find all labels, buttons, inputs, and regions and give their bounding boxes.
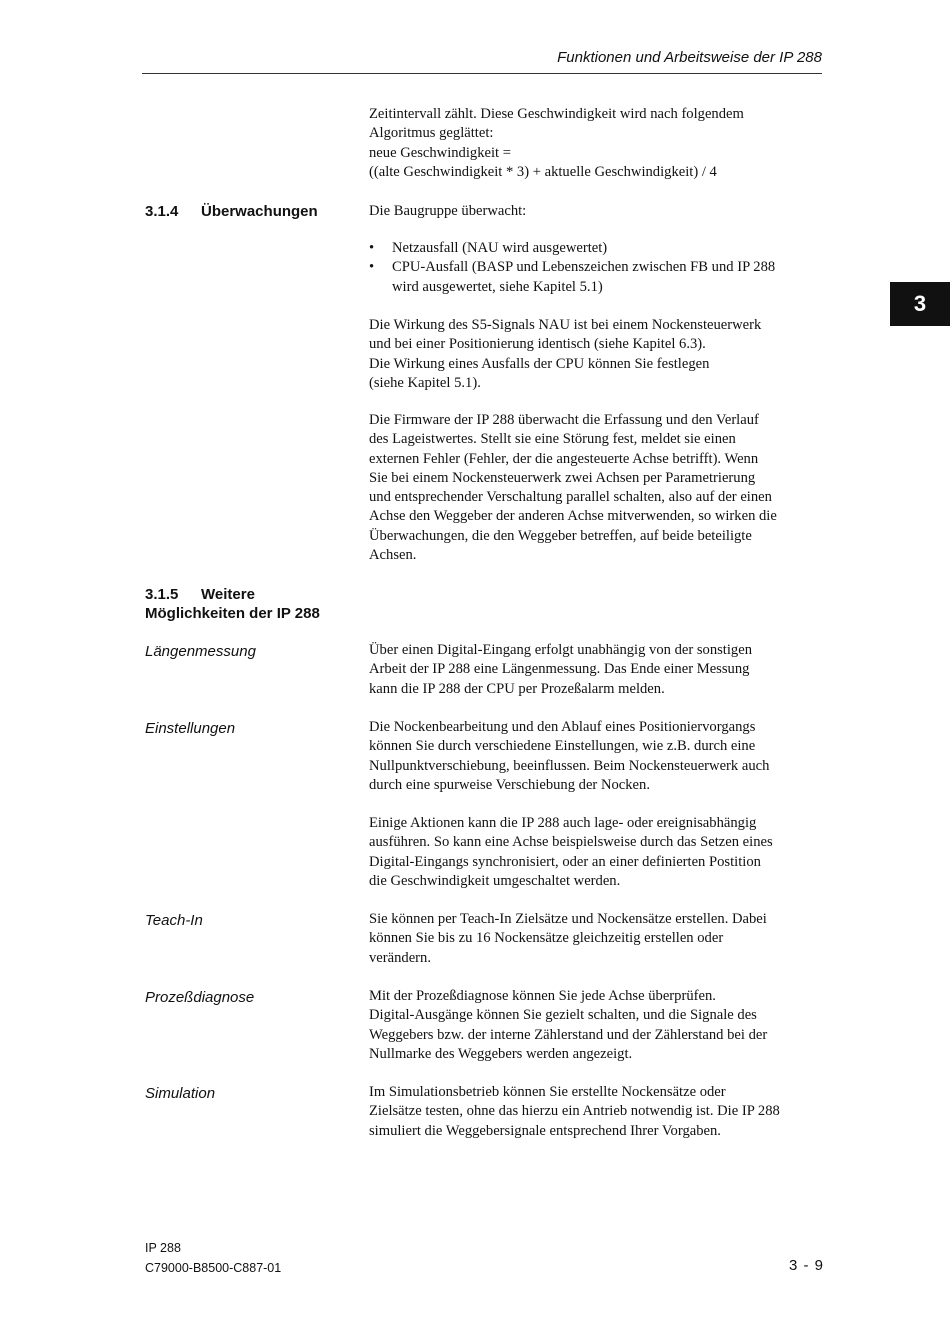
prozessdiagnose-paragraph	[369, 987, 824, 1064]
text-line: des Lageistwertes. Stellt sie eine Störung fest, meldet sie einen	[369, 431, 736, 448]
text-line: simuliert die Weggebersignale entsprechend Ihrer Vorgaben.	[369, 1122, 721, 1139]
text-line: Die Firmware der IP 288 überwacht die Erfassung und den Verlauf	[369, 412, 759, 428]
text-line: Nullpunktverschiebung, beeinflussen. Beim Nockensteuerwerk auch	[369, 757, 770, 774]
text-line: durch eine spurweise Verschiebung der Nocken.	[369, 776, 650, 793]
text-line: wird ausgewertet, siehe Kapitel 5.1)	[392, 278, 603, 295]
text-line: kann die IP 288 der CPU per Prozeßalarm melden.	[369, 680, 665, 697]
list-item	[369, 239, 824, 258]
teach-in-paragraph	[369, 910, 824, 968]
text-line: können Sie durch verschiedene Einstellungen, wie z.B. durch eine	[369, 738, 756, 755]
text-line: CPU-Ausfall (BASP und Lebenszeichen zwischen FB und IP 288	[392, 259, 776, 276]
monitoring-list	[369, 239, 824, 297]
text-line: Über einen Digital-Eingang erfolgt unabhängig von der sonstigen	[369, 642, 752, 658]
text-line: und entsprechender Verschaltung parallel schalten, also auf der einen	[369, 489, 772, 506]
text-line: Im Simulationsbetrieb können Sie erstellte Nockensätze oder	[369, 1084, 726, 1100]
section-heading-3-1-5	[145, 585, 320, 623]
bullet-icon: •	[369, 240, 375, 256]
section-heading-3-1-4	[145, 203, 318, 220]
monitoring-paragraph-1	[369, 316, 824, 393]
subheading-laengenmessung: Längenmessung	[145, 643, 256, 660]
subheading-einstellungen: Einstellungen	[145, 720, 236, 737]
text-line: neue Geschwindigkeit =	[369, 144, 511, 161]
subheading-teach-in: Teach-In	[145, 912, 203, 929]
footer-order-number: C79000-B8500-C887-01	[145, 1261, 282, 1275]
text-line: ausführen. So kann eine Achse beispielsweise durch das Setzen eines	[369, 834, 773, 851]
header-rule	[142, 73, 822, 74]
footer-product: IP 288	[145, 1241, 181, 1255]
text-line: Algoritmus geglättet:	[369, 125, 494, 142]
einstellungen-paragraph-2	[369, 814, 824, 891]
section-title-continued: Möglichkeiten der IP 288	[145, 605, 320, 622]
simulation-paragraph	[369, 1083, 824, 1141]
text-line: Digital-Eingangs synchronisiert, oder an einer definierten Postition	[369, 853, 761, 870]
text-line: ((alte Geschwindigkeit * 3) + aktuelle Geschwindigkeit) / 4	[369, 163, 717, 180]
chapter-tab: 3	[890, 282, 950, 326]
text-line: Zielsätze testen, ohne das hierzu ein Antrieb notwendig ist. Die IP 288	[369, 1103, 780, 1120]
text-line: Achsen.	[369, 547, 417, 564]
bullet-icon: •	[369, 259, 375, 276]
text-line: Digital-Ausgänge können Sie gezielt schalten, und die Signale des	[369, 1007, 757, 1024]
text-line: Einige Aktionen kann die IP 288 auch lage- oder ereignisabhängig	[369, 815, 757, 831]
intro-paragraph	[369, 105, 824, 182]
text-line: Die Wirkung des S5-Signals NAU ist bei einem Nockensteuerwerk	[369, 317, 762, 333]
text-line: können Sie bis zu 16 Nockensätze gleichzeitig erstellen oder	[369, 930, 724, 947]
text-line: Weggebers bzw. der interne Zählerstand und der Zählerstand bei der	[369, 1026, 768, 1043]
text-line: Arbeit der IP 288 eine Längenmessung. Das Ende einer Messung	[369, 661, 750, 678]
laengenmessung-paragraph	[369, 641, 824, 699]
text-line: Netzausfall (NAU wird ausgewertet)	[392, 240, 608, 256]
section-number: 3.1.5	[145, 586, 179, 603]
text-line: Die Baugruppe überwacht:	[369, 203, 527, 219]
subheading-prozessdiagnose: Prozeßdiagnose	[145, 989, 255, 1006]
text-line: verändern.	[369, 949, 431, 966]
section-title: Überwachungen	[201, 203, 318, 220]
text-line: und bei einer Positionierung identisch (siehe Kapitel 6.3).	[369, 336, 706, 353]
text-line: Nullmarke des Weggebers werden angezeigt.	[369, 1045, 633, 1062]
section-number: 3.1.4	[145, 203, 179, 220]
monitoring-lead	[369, 202, 824, 221]
text-line: Die Wirkung eines Ausfalls der CPU können Sie festlegen	[369, 355, 710, 372]
text-line: Zeitintervall zählt. Diese Geschwindigkeit wird nach folgendem	[369, 106, 744, 122]
text-line: Die Nockenbearbeitung und den Ablauf eines Positioniervorgangs	[369, 719, 756, 735]
monitoring-paragraph-2	[369, 411, 824, 565]
text-line: Sie können per Teach-In Zielsätze und Nockensätze erstellen. Dabei	[369, 911, 767, 927]
einstellungen-paragraph-1	[369, 718, 824, 795]
text-line: externen Fehler (Fehler, der die angesteuerte Achse betrifft). Wenn	[369, 450, 759, 467]
text-line: die Geschwindigkeit umgeschaltet werden.	[369, 872, 621, 889]
text-line: Überwachungen, die den Weggeber betreffen, auf beide beteiligte	[369, 527, 752, 544]
text-line: Achse den Weggeber der anderen Achse mitverwenden, so wirken die	[369, 508, 777, 525]
list-item	[369, 258, 824, 297]
section-title: Weitere	[201, 586, 255, 603]
running-header: Funktionen und Arbeitsweise der IP 288	[557, 49, 822, 66]
text-line: Mit der Prozeßdiagnose können Sie jede Achse überprüfen.	[369, 988, 716, 1004]
text-line: (siehe Kapitel 5.1).	[369, 374, 481, 391]
subheading-simulation: Simulation	[145, 1085, 216, 1102]
text-line: Sie bei einem Nockensteuerwerk zwei Achsen per Parametrierung	[369, 469, 756, 486]
page-number: 3 - 9	[788, 1257, 824, 1274]
